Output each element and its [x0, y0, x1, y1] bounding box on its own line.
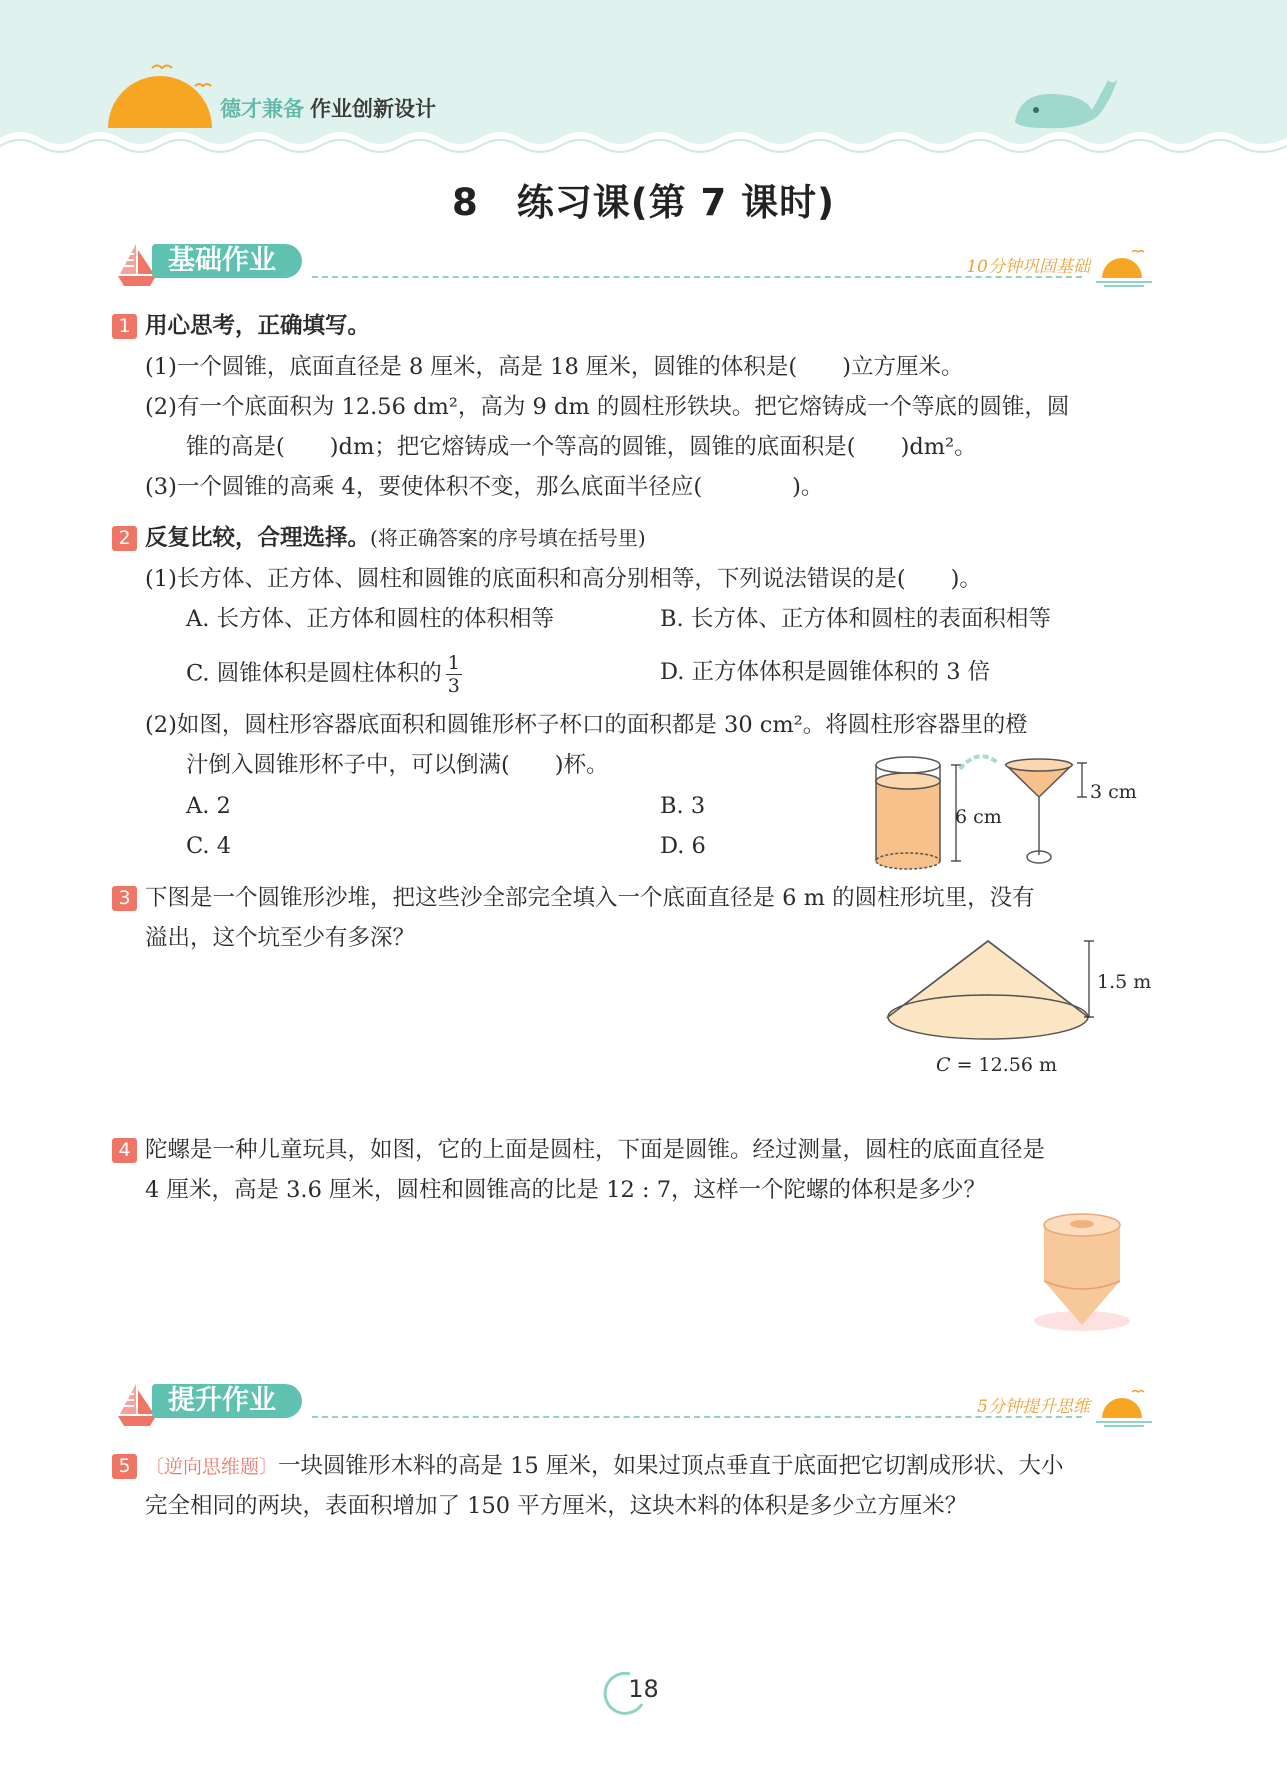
question-1-item-1: (1)一个圆锥，底面直径是 8 厘米，高是 18 厘米，圆锥的体积是( )立方厘米。: [145, 354, 964, 380]
page-number: 18: [628, 1675, 659, 1703]
section-advanced-header: [112, 1380, 1152, 1428]
question-5-line-1: 5 〔逆向思维题〕一块圆锥形木料的高是 15 厘米，如果过顶点垂直于底面把它切割成形状、大小: [112, 1446, 1063, 1487]
question-4-line-2: 4 厘米，高是 3.6 厘米，圆柱和圆锥高的比是 12 : 7，这样一个陀螺的体积是多少？: [145, 1177, 987, 1203]
section-note: 10分钟巩固基础: [966, 257, 1090, 277]
sunset-icon: [1096, 1388, 1152, 1428]
question-2-part-2-cont: 汁倒入圆锥形杯子中，可以倒满( )杯。: [186, 752, 609, 778]
question-1-title: 1 用心思考，正确填写。: [112, 306, 370, 346]
option-d: D. 正方体体积是圆锥体积的 3 倍: [660, 659, 991, 685]
section-label: 提升作业: [152, 1384, 302, 1418]
option-b: B. 长方体、正方体和圆柱的表面积相等: [660, 606, 1051, 632]
section-note: 5分钟提升思维: [977, 1397, 1090, 1417]
question-2-title: 2 反复比较，合理选择。(将正确答案的序号填在括号里): [112, 518, 646, 558]
question-1-item-2: (2)有一个底面积为 12.56 dm²，高为 9 dm 的圆柱形铁块。把它熔铸成一个等底的圆锥，圆: [145, 394, 1070, 420]
option-c: C. 4: [186, 833, 232, 859]
question-3-line-1: 3 下图是一个圆锥形沙堆，把这些沙全部完全填入一个底面直径是 6 m 的圆柱形坑里，没有: [112, 878, 1035, 918]
question-3-line-2: 溢出，这个坑至少有多深？: [145, 925, 416, 951]
option-a: A. 2: [186, 793, 231, 819]
section-divider: [312, 1416, 1082, 1418]
brand: 德才兼备 作业创新设计: [220, 97, 436, 121]
spinning-top-figure: [1030, 1205, 1140, 1335]
question-1-item-2-cont: 锥的高是( )dm；把它熔铸成一个等高的圆锥，圆锥的底面积是( )dm²。: [186, 434, 977, 460]
section-basic-header: [112, 240, 1152, 288]
sun-icon: [100, 60, 220, 130]
option-b: B. 3: [660, 793, 706, 819]
sand-cone-figure: [884, 935, 1104, 1050]
sunset-icon: [1096, 248, 1152, 288]
question-5-line-2: 完全相同的两块，表面积增加了 150 平方厘米，这块木料的体积是多少立方厘米？: [145, 1493, 968, 1519]
figure-label-circumference: C = 12.56 m: [936, 1054, 1057, 1076]
question-2-part-2: (2)如图，圆柱形容器底面积和圆锥形杯子杯口的面积都是 30 cm²。将圆柱形容器里的橙: [145, 712, 1028, 738]
option-a: A. 长方体、正方体和圆柱的体积相等: [186, 606, 555, 632]
figure-label-sand-height: 1.5 m: [1097, 971, 1152, 993]
question-1-item-3: (3)一个圆锥的高乘 4，要使体积不变，那么底面半径应( )。: [145, 474, 824, 500]
figure-label-cylinder-height: 6 cm: [955, 806, 1002, 828]
question-2-part-1: (1)长方体、正方体、圆柱和圆锥的底面积和高分别相等，下列说法错误的是( )。: [145, 566, 982, 592]
page-title: 8 练习课(第 7 课时): [451, 181, 836, 224]
option-d: D. 6: [660, 833, 706, 859]
figure-label-cone-height: 3 cm: [1090, 781, 1137, 803]
section-label: 基础作业: [152, 244, 302, 278]
option-c: C. 圆锥体积是圆柱体积的 $\frac{1}{3}$: [186, 652, 460, 697]
question-4-line-1: 4 陀螺是一种儿童玩具，如图，它的上面是圆柱，下面是圆锥。经过测量，圆柱的底面直径是: [112, 1130, 1045, 1170]
whale-icon: [1010, 72, 1120, 132]
